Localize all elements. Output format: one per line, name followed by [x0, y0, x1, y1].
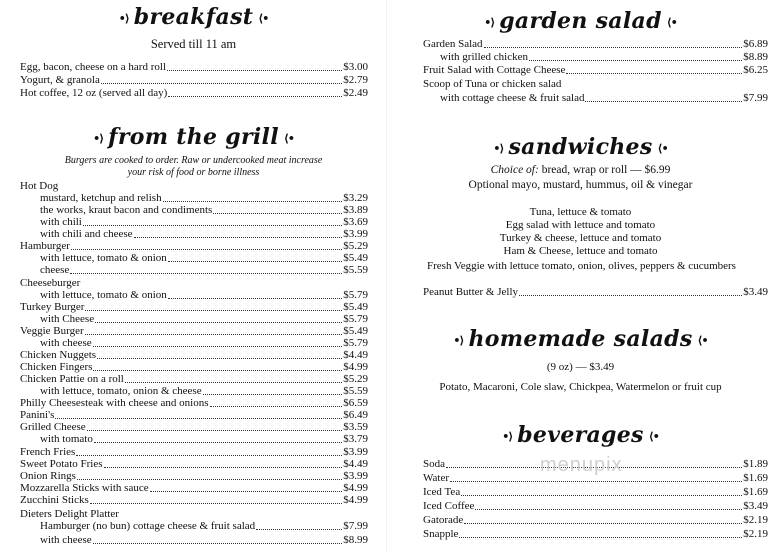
menu-item: with lettuce, tomato & onion $5.49	[40, 252, 368, 264]
heading-ornament-icon: •⟩	[93, 131, 104, 145]
heading-ornament-icon: •⟩	[484, 15, 495, 29]
menu-item: Philly Cheesesteak with cheese and onions $6.59	[20, 397, 368, 409]
heading-ornament-icon: ⟨•	[657, 141, 668, 155]
menu-item: Iced Coffee $3.49	[423, 500, 768, 512]
menu-category: Dieters Delight Platter	[20, 508, 119, 520]
menu-category: Cheeseburger	[20, 277, 81, 289]
menu-item: Iced Tea $1.69	[423, 486, 768, 498]
menu-item: the works, kraut bacon and condiments $3.89	[40, 204, 368, 216]
menu-item: Peanut Butter & Jelly $3.49	[423, 286, 768, 298]
menu-item: Snapple $2.19	[423, 528, 768, 540]
menu-item: cheese $5.59	[40, 264, 368, 276]
sandwich-options: Optional mayo, mustard, hummus, oil & vinegar	[468, 179, 693, 191]
menu-item: with tomato $3.79	[40, 433, 368, 445]
menu-item: mustard, ketchup and relish $3.29	[40, 192, 368, 204]
heading-ornament-icon: ⟨•	[258, 11, 269, 25]
menu-item: Onion Rings $3.99	[20, 470, 368, 482]
sandwiches-heading: •⟩ sandwiches ⟨•	[493, 134, 668, 160]
menu-item: Water $1.69	[423, 472, 768, 484]
menu-item: with lettuce, tomato, onion & cheese $5.59	[40, 385, 368, 397]
menu-item: with Cheese $5.79	[40, 313, 368, 325]
menu-item: Chicken Pattie on a roll $5.29	[20, 373, 368, 385]
menu-item: with lettuce, tomato & onion $5.79	[40, 289, 368, 301]
heading-ornament-icon: ⟨•	[697, 333, 708, 347]
menu-item: Chicken Fingers $4.99	[20, 361, 368, 373]
menu-item: Sweet Potato Fries $4.49	[20, 458, 368, 470]
grill-note: your risk of food or borne illness	[127, 167, 260, 178]
menu-item: Turkey Burger $5.49	[20, 301, 368, 313]
heading-ornament-icon: ⟨•	[283, 131, 294, 145]
homemade-varieties: Potato, Macaroni, Cole slaw, Chickpea, Watermelon or fruit cup	[439, 381, 722, 393]
menu-item: Garden Salad $6.89	[423, 38, 768, 50]
menu-item: with chili $3.69	[40, 216, 368, 228]
grill-note: Burgers are cooked to order. Raw or undercooked meat increase	[64, 155, 323, 166]
heading-ornament-icon: •⟩	[493, 141, 504, 155]
menu-item: Yogurt, & granola $2.79	[20, 74, 368, 86]
homemade-salads-heading: •⟩ homemade salads ⟨•	[453, 326, 708, 352]
heading-ornament-icon: •⟩	[502, 429, 513, 443]
menu-item: with chili and cheese $3.99	[40, 228, 368, 240]
menu-item: with grilled chicken $8.89	[440, 51, 768, 63]
grill-heading: •⟩ from the grill ⟨•	[93, 124, 294, 150]
menu-item: Chicken Nuggets $4.49	[20, 349, 368, 361]
menu-item: Hamburger $5.29	[20, 240, 368, 252]
menu-item: Fruit Salad with Cottage Cheese $6.25	[423, 64, 768, 76]
homemade-price: (9 oz) — $3.49	[546, 361, 615, 373]
heading-ornament-icon: •⟩	[453, 333, 464, 347]
sandwich-item: Fresh Veggie with lettuce tomato, onion, olives, peppers & cucumbers	[427, 260, 736, 272]
menu-item: with cottage cheese & fruit salad $7.99	[440, 92, 768, 104]
menu-item: with cheese $5.79	[40, 337, 368, 349]
sandwich-item: Turkey & cheese, lettuce and tomato	[499, 232, 662, 244]
menu-item: Zucchini Sticks $4.99	[20, 494, 368, 506]
heading-ornament-icon: ⟨•	[648, 429, 659, 443]
menu-item: Veggie Burger $5.49	[20, 325, 368, 337]
breakfast-heading: •⟩ breakfast ⟨•	[118, 4, 269, 30]
menu-item: Hot coffee, 12 oz (served all day) $2.49	[20, 87, 368, 99]
sandwich-choice: Choice of: bread, wrap or roll — $6.99	[490, 164, 671, 176]
menu-item: Soda $1.89	[423, 458, 768, 470]
sandwich-item: Ham & Cheese, lettuce and tomato	[503, 245, 658, 257]
menu-item: French Fries $3.99	[20, 446, 368, 458]
menu-category: Scoop of Tuna or chicken salad	[423, 78, 562, 90]
garden-salad-heading: •⟩ garden salad ⟨•	[484, 8, 677, 34]
menu-item: Panini's $6.49	[20, 409, 368, 421]
menu-item: Hamburger (no bun) cottage cheese & fruit salad $7.99	[40, 520, 368, 532]
heading-ornament-icon: •⟩	[118, 11, 129, 25]
menu-item: with cheese $8.99	[40, 534, 368, 546]
menu-item: Gatorade $2.19	[423, 514, 768, 526]
beverages-heading: •⟩ beverages ⟨•	[502, 422, 659, 448]
heading-ornament-icon: ⟨•	[666, 15, 677, 29]
watermark: menupix	[540, 454, 623, 476]
menu-item: Mozzarella Sticks with sauce $4.99	[20, 482, 368, 494]
sandwich-item: Egg salad with lettuce and tomato	[505, 219, 656, 231]
breakfast-hours: Served till 11 am	[150, 37, 237, 51]
menu-item: Grilled Cheese $3.59	[20, 421, 368, 433]
menu-category: Hot Dog	[20, 180, 59, 192]
menu-item: Egg, bacon, cheese on a hard roll $3.00	[20, 61, 368, 73]
sandwich-item: Tuna, lettuce & tomato	[529, 206, 632, 218]
